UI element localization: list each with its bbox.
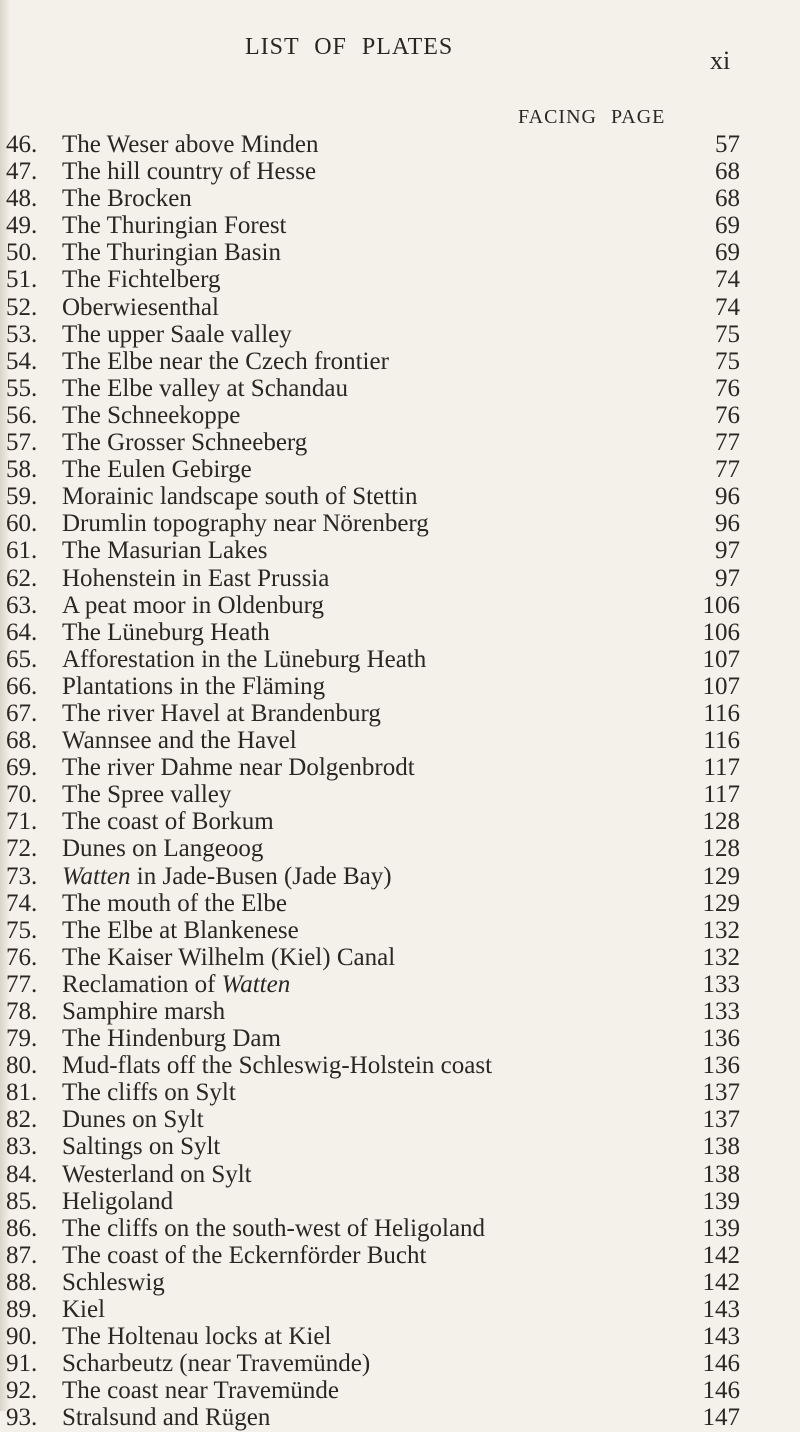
plate-title: The river Dahme near Dolgenbrodt [62,754,415,782]
plate-entry [0,944,800,971]
plate-entry [0,375,800,402]
plate-title: Dunes on Sylt [62,1106,204,1134]
plate-entry [0,565,800,592]
plate-entry [0,592,800,619]
plate-number: 48. [6,185,38,213]
plate-facing-page: 97 [715,564,740,592]
running-title: LIST OF PLATES [245,34,454,60]
plate-entry [0,1106,800,1133]
plate-entry [0,1323,800,1350]
plate-number: 90. [6,1323,38,1351]
plate-title: The coast of Borkum [62,808,274,836]
plate-title: The Elbe at Blankenese [62,916,299,944]
plate-number: 85. [6,1187,38,1215]
plate-number: 68. [6,727,38,755]
plates-list [0,131,800,1432]
plate-entry [0,835,800,862]
plate-title: Samphire marsh [62,998,226,1025]
plate-title: Reclamation of Watten [62,970,291,998]
plate-title: Watten in Jade-Busen (Jade Bay) [62,862,392,890]
plate-title: Plantations in the Fläming [62,672,326,700]
plate-number: 60. [6,510,38,538]
plate-entry [0,1133,800,1160]
plate-facing-page: 128 [702,835,740,863]
plate-entry [0,971,800,998]
plate-number: 81. [6,1079,38,1107]
plate-entry [0,673,800,700]
plate-number: 86. [6,1214,38,1242]
plate-facing-page: 77 [715,429,740,457]
plate-number: 59. [6,483,38,511]
plate-title: Kiel [62,1296,106,1324]
plate-number: 56. [6,401,38,429]
plate-facing-page: 107 [702,672,740,700]
plate-number: 87. [6,1241,38,1269]
plate-title: Oberwiesenthal [62,293,219,321]
plate-number: 47. [6,158,38,186]
plate-title: Drumlin topography near Nörenberg [62,510,429,538]
plate-number: 52. [6,293,38,321]
plate-number: 83. [6,1133,38,1161]
plate-entry [0,619,800,646]
plate-facing-page: 137 [702,1106,740,1134]
plate-number: 74. [6,889,38,917]
plate-facing-page: 96 [715,510,740,538]
plate-entry [0,1052,800,1079]
plate-facing-page: 136 [702,1052,740,1080]
plate-title: The coast of the Eckernförder Bucht [62,1241,427,1269]
plate-number: 88. [6,1268,38,1296]
plate-title: The Brocken [62,185,192,213]
plate-facing-page: 136 [702,1025,740,1053]
plate-number: 77. [6,970,38,998]
plate-entry [0,1188,800,1215]
plate-facing-page: 143 [702,1323,740,1351]
plate-entry [0,266,800,293]
plate-title: Morainic landscape south of Stettin [62,483,418,511]
plate-facing-page: 68 [715,158,740,186]
plate-number: 63. [6,591,38,619]
plate-facing-page: 133 [702,970,740,998]
plate-title: Westerland on Sylt [62,1160,252,1188]
plate-title: Stralsund and Rügen [62,1404,271,1432]
plate-title: A peat moor in Oldenburg [62,591,324,619]
plate-facing-page: 69 [715,212,740,240]
plate-number: 76. [6,943,38,971]
plate-number: 65. [6,645,38,673]
plate-title: The river Havel at Brandenburg [62,699,381,727]
plate-facing-page: 117 [703,754,740,782]
plate-facing-page: 146 [702,1377,740,1405]
plate-number: 82. [6,1106,38,1134]
plate-title: The Fichtelberg [62,266,221,294]
plate-number: 70. [6,781,38,809]
plate-number: 58. [6,456,38,484]
plate-entry [0,1404,800,1431]
plate-number: 80. [6,1052,38,1080]
plate-facing-page: 133 [702,998,740,1025]
plate-title: The Grosser Schneeberg [62,429,308,457]
plate-number: 84. [6,1160,38,1188]
plate-facing-page: 139 [702,1214,740,1242]
plate-entry [0,131,800,158]
plate-title: The Eulen Gebirge [62,456,252,484]
plate-number: 71. [6,808,38,836]
plate-title: The hill country of Hesse [62,158,317,186]
plate-facing-page: 117 [703,781,740,809]
plate-facing-page: 68 [715,185,740,213]
plate-facing-page: 142 [702,1241,740,1269]
plate-entry [0,917,800,944]
page-folio: xi [710,46,731,75]
plate-number: 62. [6,564,38,592]
plate-title: The Masurian Lakes [62,537,268,565]
plate-facing-page: 74 [715,266,740,294]
plate-facing-page: 75 [715,347,740,375]
plate-title: Schleswig [62,1268,165,1296]
plate-entry [0,294,800,321]
plate-title: Heligoland [62,1187,174,1215]
plate-number: 78. [6,998,38,1025]
plate-number: 55. [6,374,38,402]
plate-title: The cliffs on Sylt [62,1079,236,1107]
plate-title: The Hindenburg Dam [62,1025,281,1053]
plate-entry [0,890,800,917]
plate-entry [0,510,800,537]
plate-facing-page: 116 [703,727,740,755]
plate-entry [0,1079,800,1106]
plate-number: 67. [6,699,38,727]
plate-title: Scharbeutz (near Travemünde) [62,1350,371,1378]
plate-facing-page: 69 [715,239,740,267]
plate-number: 57. [6,429,38,457]
plate-facing-page: 137 [702,1079,740,1107]
plate-title: The Elbe valley at Schandau [62,374,348,402]
plate-facing-page: 146 [702,1350,740,1378]
plate-entry [0,1025,800,1052]
plate-title: Mud-flats off the Schleswig-Holstein coast [62,1052,493,1080]
plate-facing-page: 128 [702,808,740,836]
plate-number: 91. [6,1350,38,1378]
plate-number: 93. [6,1404,38,1432]
plate-facing-page: 76 [715,401,740,429]
plate-title: The Weser above Minden [62,131,319,158]
plate-title: Dunes on Langeoog [62,835,264,863]
plate-entry [0,429,800,456]
plate-number: 72. [6,835,38,863]
plate-facing-page: 147 [702,1404,740,1432]
plate-title: The cliffs on the south-west of Heligoland [62,1214,486,1242]
plate-number: 49. [6,212,38,240]
plate-number: 75. [6,916,38,944]
plate-title: The Kaiser Wilhelm (Kiel) Canal [62,943,396,971]
plate-entry [0,483,800,510]
plate-number: 54. [6,347,38,375]
plate-title: Hohenstein in East Prussia [62,564,330,592]
plate-entry [0,456,800,483]
plate-facing-page: 75 [715,320,740,348]
plate-entry [0,1269,800,1296]
plate-title: The Spree valley [62,781,232,809]
plate-entry [0,1350,800,1377]
plate-number: 61. [6,537,38,565]
plate-entry [0,700,800,727]
plate-facing-page: 129 [702,862,740,890]
facing-page-heading: FACING PAGE [518,106,666,128]
plate-number: 89. [6,1296,38,1324]
plate-entry [0,808,800,835]
plate-title: The Lüneburg Heath [62,618,270,646]
plate-title: The Thuringian Basin [62,239,281,267]
plate-title: The Thuringian Forest [62,212,287,240]
plate-title: The Schneekoppe [62,401,241,429]
plate-entry [0,781,800,808]
plate-entry [0,646,800,673]
plate-facing-page: 107 [702,645,740,673]
plate-entry [0,998,800,1025]
plate-entry [0,1161,800,1188]
plate-entry [0,321,800,348]
plate-title: Wannsee and the Havel [62,727,297,755]
plate-entry [0,348,800,375]
plate-facing-page: 106 [702,618,740,646]
plate-facing-page: 57 [715,131,740,158]
plate-facing-page: 74 [715,293,740,321]
plate-title: The mouth of the Elbe [62,889,287,917]
plate-entry [0,754,800,781]
plate-facing-page: 116 [703,699,740,727]
plate-entry [0,185,800,212]
plate-entry [0,1296,800,1323]
plate-entry [0,727,800,754]
plate-title: The coast near Travemünde [62,1377,340,1405]
plate-entry [0,1242,800,1269]
plate-number: 69. [6,754,38,782]
plate-facing-page: 96 [715,483,740,511]
plate-facing-page: 138 [702,1160,740,1188]
plate-number: 66. [6,672,38,700]
plate-facing-page: 138 [702,1133,740,1161]
plate-title: The Elbe near the Czech frontier [62,347,389,375]
plate-facing-page: 142 [702,1268,740,1296]
plate-entry [0,212,800,239]
plate-facing-page: 129 [702,889,740,917]
plate-number: 64. [6,618,38,646]
plate-number: 92. [6,1377,38,1405]
plate-number: 50. [6,239,38,267]
plate-entry [0,1215,800,1242]
plate-entry [0,537,800,564]
plate-facing-page: 132 [702,943,740,971]
plate-number: 53. [6,320,38,348]
plate-entry [0,158,800,185]
plate-facing-page: 97 [715,537,740,565]
plate-entry [0,863,800,890]
running-head [0,34,800,74]
plate-facing-page: 106 [702,591,740,619]
plate-facing-page: 143 [702,1296,740,1324]
plate-number: 46. [6,131,38,158]
plate-entry [0,239,800,266]
plate-title: The Holtenau locks at Kiel [62,1323,332,1351]
plate-facing-page: 132 [702,916,740,944]
plate-number: 73. [6,862,38,890]
plate-facing-page: 139 [702,1187,740,1215]
plate-entry [0,402,800,429]
plate-title: Saltings on Sylt [62,1133,221,1161]
plate-facing-page: 76 [715,374,740,402]
plate-title: Afforestation in the Lüneburg Heath [62,645,427,673]
plate-facing-page: 77 [715,456,740,484]
plate-entry [0,1377,800,1404]
plate-number: 79. [6,1025,38,1053]
plate-title: The upper Saale valley [62,320,292,348]
plate-number: 51. [6,266,38,294]
